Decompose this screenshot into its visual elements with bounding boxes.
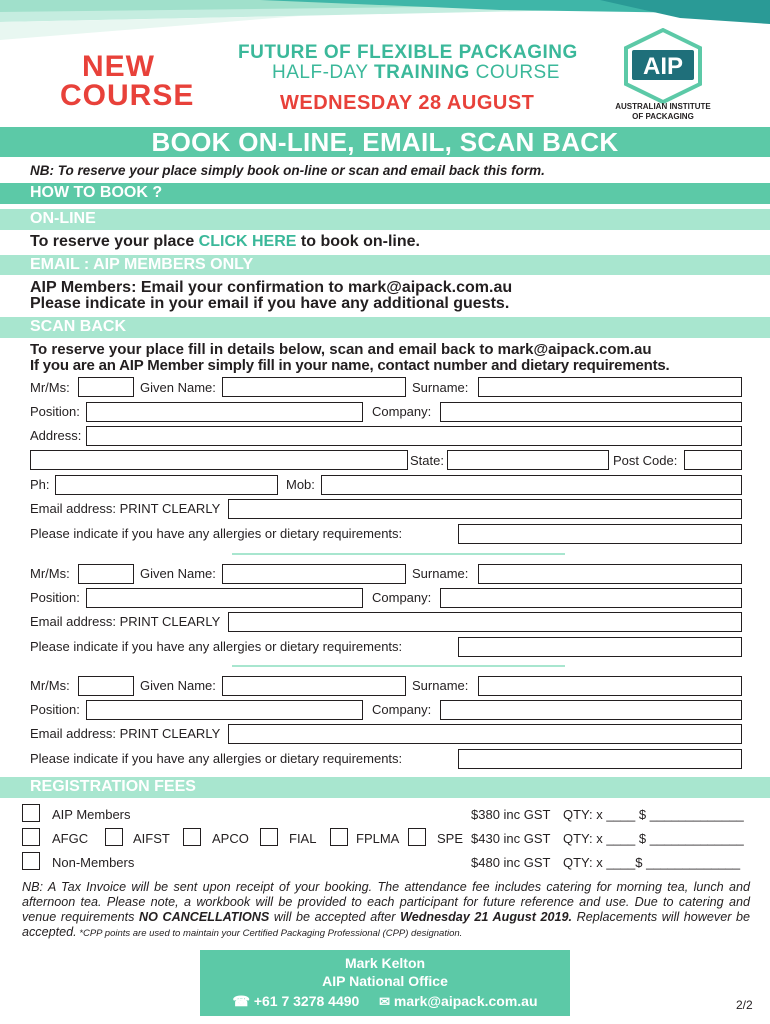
mrms-label: Mr/Ms:	[30, 380, 70, 395]
spe-checkbox[interactable]	[408, 828, 426, 846]
nb-bold-2: Wednesday 21 August 2019.	[400, 910, 573, 924]
given-name-field[interactable]	[222, 564, 406, 584]
position-field[interactable]	[86, 588, 363, 608]
nb-bold-1: NO CANCELLATIONS	[139, 910, 270, 924]
postcode-label: Post Code:	[613, 453, 678, 468]
mrms-label: Mr/Ms:	[30, 566, 70, 581]
org-fplma: FPLMA	[356, 831, 400, 846]
surname-field[interactable]	[478, 676, 742, 696]
email-field[interactable]	[228, 612, 742, 632]
email-label: Email address: PRINT CLEARLY	[30, 614, 221, 629]
surname-field[interactable]	[478, 564, 742, 584]
course-sub-b: TRAINING	[374, 62, 470, 83]
given-name-field[interactable]	[222, 377, 406, 397]
course-sub-a: HALF-DAY	[272, 62, 374, 83]
logo-caption-2: OF PACKAGING	[632, 112, 694, 121]
nb-part-1: NB: A Tax Invoice will be sent upon receipt of your booking. The attendance fee includes catering for morning tea, lunch and afternoon tea. Please note, a workbook will be provided to each participant for future reference and use. Due to catering and venue requirements	[22, 880, 750, 924]
company-field[interactable]	[440, 700, 742, 720]
nb-top: NB: To reserve your place simply book on-line or scan and email back this form.	[30, 163, 545, 178]
position-label: Position:	[30, 590, 80, 605]
company-field[interactable]	[440, 588, 742, 608]
given-name-label: Given Name:	[140, 566, 216, 581]
aip-members-checkbox[interactable]	[22, 804, 40, 822]
contact-office: AIP National Office	[322, 973, 448, 989]
course-label: COURSE	[60, 79, 195, 112]
logo-caption	[600, 102, 726, 122]
envelope-icon: ✉	[379, 994, 391, 1009]
given-name-label: Given Name:	[140, 380, 216, 395]
position-label: Position:	[30, 404, 80, 419]
mobile-label: Mob:	[286, 477, 315, 492]
surname-label: Surname:	[412, 380, 469, 395]
contact-details	[200, 992, 570, 1011]
apco-checkbox[interactable]	[183, 828, 201, 846]
allergies-field[interactable]	[458, 637, 742, 657]
mrms-field[interactable]	[78, 676, 134, 696]
contact-box	[200, 950, 570, 1016]
logo-text: AIP	[642, 53, 684, 80]
email-field[interactable]	[228, 724, 742, 744]
position-field[interactable]	[86, 402, 363, 422]
mrms-field[interactable]	[78, 564, 134, 584]
company-field[interactable]	[440, 402, 742, 422]
allergies-field[interactable]	[458, 749, 742, 769]
course-sub-c: COURSE	[469, 62, 560, 83]
given-name-field[interactable]	[222, 676, 406, 696]
fee-price: $480 inc GST	[471, 855, 551, 870]
scan-line-1: To reserve your place fill in details below, scan and email back to mark@aipack.com.au	[30, 341, 652, 358]
non-members-checkbox[interactable]	[22, 852, 40, 870]
company-label: Company:	[372, 702, 432, 717]
online-text-a: To reserve your place	[30, 233, 199, 250]
company-label: Company:	[372, 404, 432, 419]
registration-fees-heading: REGISTRATION FEES	[0, 777, 770, 798]
fee-qty: QTY: x ____ $ _____________	[563, 807, 744, 822]
aip-logo-icon	[622, 28, 704, 104]
mrms-field[interactable]	[78, 377, 134, 397]
cpp-note: *CPP points are used to maintain your Certified Packaging Professional (CPP) designation.	[76, 928, 463, 939]
email-line-2: Please indicate in your email if you have any additional guests.	[30, 295, 510, 312]
aifst-checkbox[interactable]	[105, 828, 123, 846]
fial-checkbox[interactable]	[260, 828, 278, 846]
separator	[232, 665, 565, 667]
state-label: State:	[410, 453, 444, 468]
course-date: WEDNESDAY 28 AUGUST	[280, 92, 535, 114]
position-field[interactable]	[86, 700, 363, 720]
fee-price: $380 inc GST	[471, 807, 551, 822]
fee-qty: QTY: x ____ $ _____________	[563, 831, 744, 846]
state-field[interactable]	[447, 450, 609, 470]
org-apco: APCO	[212, 831, 249, 846]
org-spe: SPE	[437, 831, 464, 846]
org-fial: FIAL	[289, 831, 317, 846]
email-heading: EMAIL : AIP MEMBERS ONLY	[0, 255, 770, 275]
allergies-label: Please indicate if you have any allergies or dietary requirements:	[30, 751, 403, 766]
phone-icon: ☎	[232, 993, 250, 1009]
allergies-field[interactable]	[458, 524, 742, 544]
surname-label: Surname:	[412, 678, 469, 693]
new-label: NEW	[82, 50, 155, 83]
fplma-checkbox[interactable]	[330, 828, 348, 846]
scan-heading: SCAN BACK	[0, 317, 770, 338]
separator	[232, 553, 565, 555]
org-aifst: AIFST	[133, 831, 170, 846]
contact-email[interactable]: mark@aipack.com.au	[393, 993, 538, 1009]
allergies-label: Please indicate if you have any allergies or dietary requirements:	[30, 526, 403, 541]
contact-name: Mark Kelton	[344, 955, 426, 971]
surname-field[interactable]	[478, 377, 742, 397]
allergies-label: Please indicate if you have any allergies or dietary requirements:	[30, 639, 403, 654]
postcode-field[interactable]	[684, 450, 742, 470]
online-heading: ON-LINE	[0, 209, 770, 230]
address-label: Address:	[30, 428, 82, 443]
fee-qty: QTY: x ____$ _____________	[563, 855, 741, 870]
page-number: 2/2	[736, 998, 753, 1012]
online-text-b: to book on-line.	[296, 233, 420, 250]
online-text	[30, 233, 420, 250]
address-field[interactable]	[86, 426, 742, 446]
fee-row-label: AIP Members	[52, 807, 131, 822]
phone-field[interactable]	[55, 475, 278, 495]
how-to-book-heading: HOW TO BOOK ?	[0, 183, 770, 204]
surname-label: Surname:	[412, 566, 469, 581]
afgc-checkbox[interactable]	[22, 828, 40, 846]
nb-part-3: Replacements will however be accepted.	[22, 910, 750, 939]
address-line-2-field[interactable]	[30, 450, 408, 470]
mobile-field[interactable]	[321, 475, 742, 495]
click-here-link[interactable]: CLICK HERE	[198, 233, 297, 250]
nb-part-2: will be accepted after	[269, 910, 401, 924]
scan-line-2: If you are an AIP Member simply fill in your name, contact number and dietary requirements.	[30, 357, 670, 374]
booking-banner: BOOK ON-LINE, EMAIL, SCAN BACK	[0, 127, 770, 157]
company-label: Company:	[372, 590, 432, 605]
new-course-label	[60, 52, 194, 110]
fee-row-label: Non-Members	[52, 855, 135, 870]
logo-caption-1: AUSTRALIAN INSTITUTE	[615, 102, 711, 111]
email-label: Email address: PRINT CLEARLY	[30, 726, 221, 741]
fee-price: $430 inc GST	[471, 831, 551, 846]
course-title: FUTURE OF FLEXIBLE PACKAGING	[238, 42, 578, 63]
email-label: Email address: PRINT CLEARLY	[30, 501, 221, 516]
given-name-label: Given Name:	[140, 678, 216, 693]
phone-label: Ph:	[30, 477, 50, 492]
mrms-label: Mr/Ms:	[30, 678, 70, 693]
position-label: Position:	[30, 702, 80, 717]
nb-bottom	[22, 880, 750, 941]
email-field[interactable]	[228, 499, 742, 519]
course-subtitle	[272, 62, 560, 84]
email-line-1: AIP Members: Email your confirmation to mark@aipack.com.au	[30, 279, 513, 296]
org-afgc: AFGC	[52, 831, 89, 846]
contact-phone[interactable]: +61 7 3278 4490	[253, 993, 360, 1009]
